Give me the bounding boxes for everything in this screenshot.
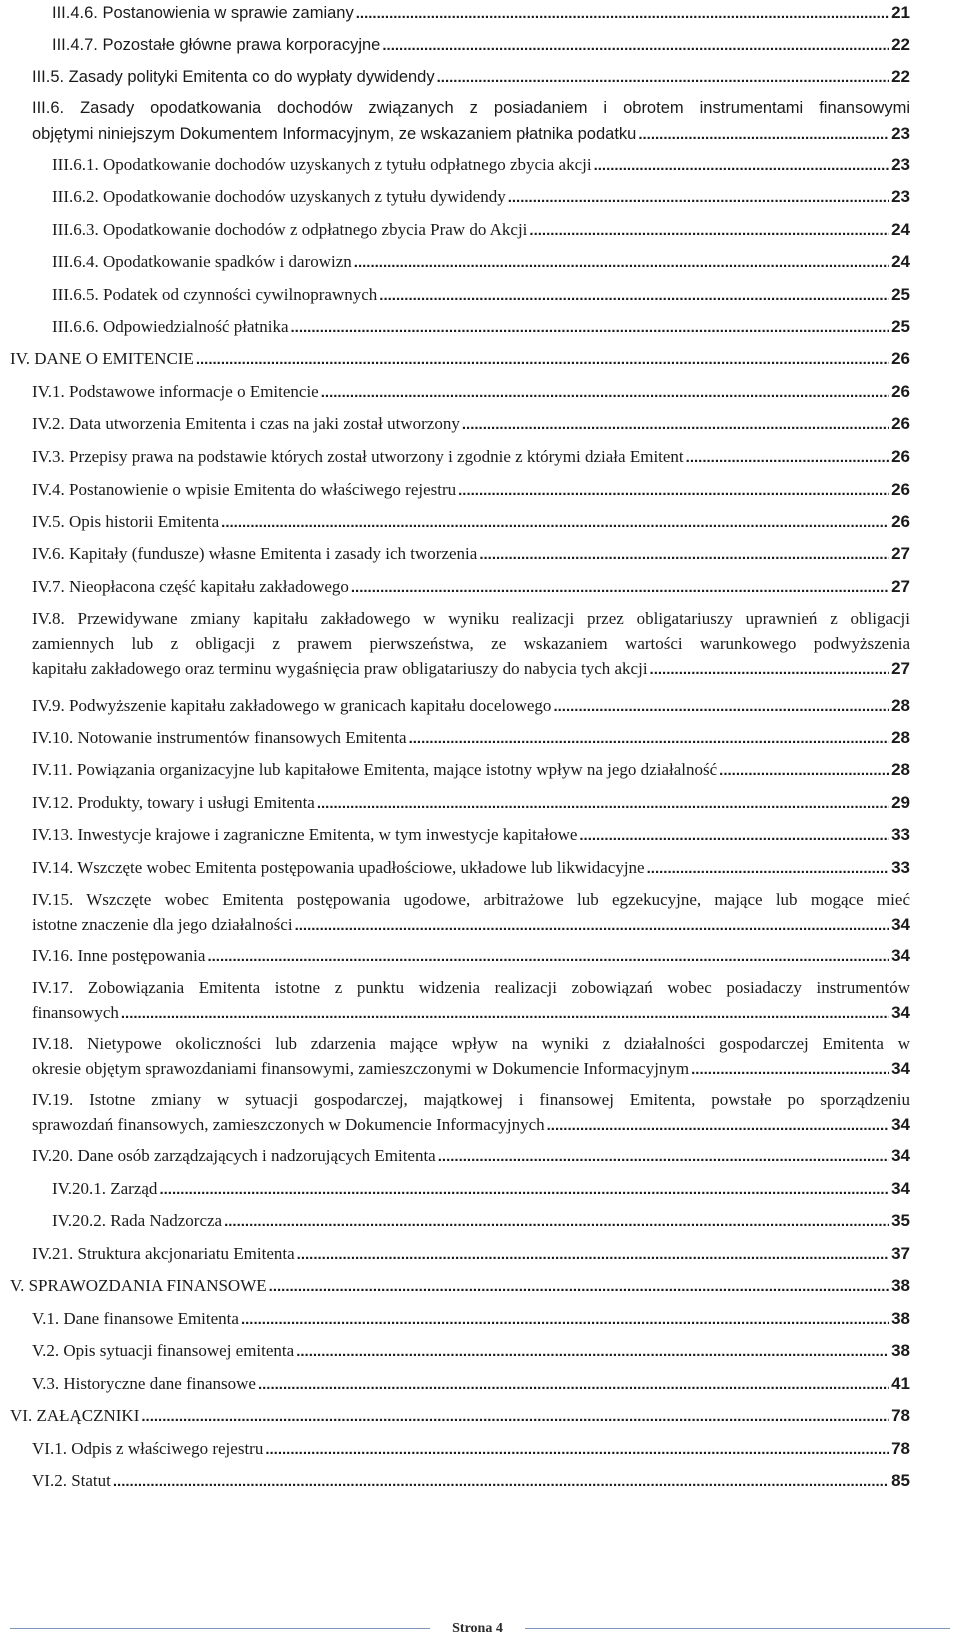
dot-leader — [638, 122, 889, 147]
dot-leader — [479, 542, 889, 567]
toc-entry-title: IV.8. Przewidywane zmiany kapitału zakładowego w wyniku realizacji przez obligatariuszy uprawnień z obligacji — [32, 609, 910, 628]
toc-entry-title: sprawozdań finansowych, zamieszczonych w Dokumencie Informacyjnych — [32, 1115, 545, 1134]
dot-leader — [650, 657, 890, 682]
dot-leader — [141, 1404, 889, 1429]
dot-leader — [265, 1437, 889, 1462]
toc-entry-title: IV.3. Przepisy prawa na podstawie których został utworzony i zgodnie z którymi działa Emitent — [32, 447, 684, 466]
toc-page-number: 41 — [891, 1374, 910, 1393]
dot-leader — [207, 944, 889, 969]
dot-leader — [296, 1339, 889, 1364]
toc-page-number: 25 — [891, 285, 910, 304]
toc-entry-title: IV.20.1. Zarząd — [52, 1179, 158, 1198]
toc-page-number: 34 — [891, 1059, 910, 1078]
toc-entry-title: IV.12. Produkty, towary i usługi Emitenta — [32, 793, 315, 812]
dot-leader — [579, 823, 889, 848]
toc-entry-title: finansowych — [32, 1003, 119, 1022]
dot-leader — [508, 185, 889, 210]
toc-page-number: 85 — [891, 1471, 910, 1490]
dot-leader — [438, 1144, 889, 1169]
toc-entry-title: IV.2. Data utworzenia Emitenta i czas na jaki został utworzony — [32, 414, 460, 433]
toc-entry-title: IV.20.2. Rada Nadzorcza — [52, 1211, 223, 1230]
footer-rule-left — [10, 1628, 430, 1629]
dot-leader — [356, 1, 889, 26]
dot-leader — [458, 478, 889, 503]
dot-leader — [321, 380, 889, 405]
dot-leader — [221, 510, 889, 535]
toc-page-number: 28 — [891, 696, 910, 715]
toc-page-number: 38 — [891, 1276, 910, 1295]
dot-leader — [354, 250, 889, 275]
toc-entry-title: IV.16. Inne postępowania — [32, 946, 206, 965]
toc-page-number: 34 — [891, 1179, 910, 1198]
dot-leader — [121, 1001, 889, 1026]
dot-leader — [379, 283, 889, 308]
toc-page-number: 22 — [891, 35, 910, 54]
dot-leader — [719, 758, 889, 783]
toc-entry-title: V.1. Dane finansowe Emitenta — [32, 1309, 239, 1328]
toc-entry-title: III.6.2. Opodatkowanie dochodów uzyskanych z tytułu dywidendy — [52, 187, 506, 206]
toc-page-number: 25 — [891, 317, 910, 336]
toc-page-number: 28 — [891, 760, 910, 779]
toc-entry-title: IV.20. Dane osób zarządzających i nadzorujących Emitenta — [32, 1146, 436, 1165]
toc-entry-title: IV.19. Istotne zmiany w sytuacji gospodarczej, majątkowej i finansowej Emitenta, powstałe po sporządzeniu — [32, 1090, 910, 1109]
toc-entry-title: IV.6. Kapitały (fundusze) własne Emitenta i zasady ich tworzenia — [32, 544, 478, 563]
toc-entry-title: III.6.4. Opodatkowanie spadków i darowizn — [52, 252, 352, 271]
toc-entry-title: IV.11. Powiązania organizacyjne lub kapitałowe Emitenta, mające istotny wpływ na jego działalność — [32, 760, 718, 779]
dot-leader — [437, 65, 889, 90]
toc-page-number: 23 — [891, 124, 910, 143]
toc-entry-title: VI.1. Odpis z właściwego rejestru — [32, 1439, 264, 1458]
dot-leader — [241, 1307, 889, 1332]
toc-entry-title: IV.17. Zobowiązania Emitenta istotne z punktu widzenia realizacji zobowiązań wobec posiadaczy instrumentów — [32, 978, 910, 997]
toc-page-number: 38 — [891, 1341, 910, 1360]
dot-leader — [462, 412, 889, 437]
dot-leader — [382, 33, 889, 58]
toc-page-number: 26 — [891, 512, 910, 531]
dot-leader — [691, 1057, 889, 1082]
toc-entry-title: V.3. Historyczne dane finansowe — [32, 1374, 256, 1393]
toc-entry-title: III.6.6. Odpowiedzialność płatnika — [52, 317, 289, 336]
dot-leader — [686, 445, 889, 470]
toc-page-number: 34 — [891, 946, 910, 965]
toc-entry-title: III.5. Zasady polityki Emitenta co do wypłaty dywidendy — [32, 68, 435, 86]
toc-entry-title: III.4.7. Pozostałe główne prawa korporacyjne — [52, 36, 381, 54]
toc-entry-title: III.6.1. Opodatkowanie dochodów uzyskanych z tytułu odpłatnego zbycia akcji — [52, 155, 592, 174]
dot-leader — [409, 726, 890, 751]
toc-entry-title: IV.7. Nieopłacona część kapitału zakładowego — [32, 577, 349, 596]
toc-entry-title: zamiennych lub z obligacji z prawem pierwszeństwa, ze wskazaniem wartości warunkowego podwyższenia — [32, 634, 910, 653]
toc-page-number: 29 — [891, 793, 910, 812]
toc-entry-title: IV.10. Notowanie instrumentów finansowych Emitenta — [32, 728, 407, 747]
toc-page-number: 26 — [891, 447, 910, 466]
dot-leader — [647, 856, 889, 881]
toc-entry-title: V.2. Opis sytuacji finansowej emitenta — [32, 1341, 295, 1360]
toc-page-number: 26 — [891, 414, 910, 433]
page-number-label: Strona 4 — [452, 1621, 503, 1636]
toc-page-number: 27 — [891, 577, 910, 596]
toc-entry-title: IV.18. Nietypowe okoliczności lub zdarzenia mające wpływ na wyniki z działalności gospodarczej Emitenta w — [32, 1034, 910, 1053]
toc-entry-title: IV. DANE O EMITENCIE — [10, 349, 194, 368]
toc-entry-title: III.6. Zasady opodatkowania dochodów związanych z posiadaniem i obrotem instrumentami finansowymi — [32, 99, 910, 117]
toc-entry-title: V. SPRAWOZDANIA FINANSOWE — [10, 1276, 267, 1295]
toc-entry-title: IV.13. Inwestycje krajowe i zagraniczne Emitenta, w tym inwestycje kapitałowe — [32, 825, 578, 844]
toc-page-number: 27 — [891, 544, 910, 563]
dot-leader — [547, 1113, 889, 1138]
toc-page-number: 26 — [891, 349, 910, 368]
toc-page-number: 33 — [891, 858, 910, 877]
dot-leader — [351, 575, 889, 600]
toc-page-number: 27 — [891, 659, 910, 678]
dot-leader — [159, 1177, 889, 1202]
toc-page-number: 26 — [891, 480, 910, 499]
toc-entry-title: istotne znaczenie dla jego działalności — [32, 915, 293, 934]
dot-leader — [297, 1242, 889, 1267]
toc-entry-title: IV.4. Postanowienie o wpisie Emitenta do właściwego rejestru — [32, 480, 457, 499]
dot-leader — [113, 1469, 889, 1494]
toc-entry-title: kapitału zakładowego oraz terminu wygaśnięcia praw obligatariuszy do nabycia tych akcji — [32, 659, 648, 678]
dot-leader — [291, 315, 890, 340]
toc-entry-title: III.4.6. Postanowienia w sprawie zamiany — [52, 4, 354, 22]
toc-page-number: 34 — [891, 1003, 910, 1022]
toc-entry-title: VI. ZAŁĄCZNIKI — [10, 1406, 140, 1425]
toc-page-number: 34 — [891, 1115, 910, 1134]
toc-entry-title: objętymi niniejszym Dokumentem Informacyjnym, ze wskazaniem płatnika podatku — [32, 125, 637, 143]
toc-page-number: 34 — [891, 1146, 910, 1165]
toc-entry-title: IV.9. Podwyższenie kapitału zakładowego w granicach kapitału docelowego — [32, 696, 552, 715]
toc-page-number: 26 — [891, 382, 910, 401]
toc-entry-title: okresie objętym sprawozdaniami finansowymi, zamieszczonymi w Dokumencie Informacyjnym — [32, 1059, 690, 1078]
toc-page-number: 34 — [891, 915, 910, 934]
toc-page-number: 33 — [891, 825, 910, 844]
dot-leader — [295, 913, 890, 938]
dot-leader — [529, 218, 889, 243]
dot-leader — [224, 1209, 889, 1234]
dot-leader — [258, 1372, 889, 1397]
toc-entry-title: III.6.3. Opodatkowanie dochodów z odpłatnego zbycia Praw do Akcji — [52, 220, 528, 239]
toc-page-number: 35 — [891, 1211, 910, 1230]
footer-rule-right — [525, 1628, 950, 1629]
toc-entry-title: IV.1. Podstawowe informacje o Emitencie — [32, 382, 319, 401]
toc-entry-title: IV.14. Wszczęte wobec Emitenta postępowania upadłościowe, układowe lub likwidacyjne — [32, 858, 645, 877]
toc-entry-title: VI.2. Statut — [32, 1471, 111, 1490]
toc-page-number: 37 — [891, 1244, 910, 1263]
toc-page-number: 28 — [891, 728, 910, 747]
toc-entry-title: IV.21. Struktura akcjonariatu Emitenta — [32, 1244, 295, 1263]
dot-leader — [594, 153, 889, 178]
toc-page-number: 24 — [891, 252, 910, 271]
toc-page-number: 38 — [891, 1309, 910, 1328]
toc-page-number: 22 — [891, 67, 910, 86]
toc-entry-title: III.6.5. Podatek od czynności cywilnoprawnych — [52, 285, 378, 304]
page-footer — [0, 1620, 960, 1637]
toc-page-number: 23 — [891, 187, 910, 206]
toc-page-number: 24 — [891, 220, 910, 239]
toc-page-number: 21 — [891, 3, 910, 22]
dot-leader — [196, 347, 889, 372]
toc-entry-title: IV.5. Opis historii Emitenta — [32, 512, 220, 531]
toc-page-number: 78 — [891, 1439, 910, 1458]
dot-leader — [317, 791, 889, 816]
toc-entry-title: IV.15. Wszczęte wobec Emitenta postępowania ugodowe, arbitrażowe lub egzekucyjne, mające lub mogące mieć — [32, 890, 910, 909]
dot-leader — [269, 1274, 889, 1299]
toc-page-number: 78 — [891, 1406, 910, 1425]
dot-leader — [553, 694, 889, 719]
toc-page-number: 23 — [891, 155, 910, 174]
